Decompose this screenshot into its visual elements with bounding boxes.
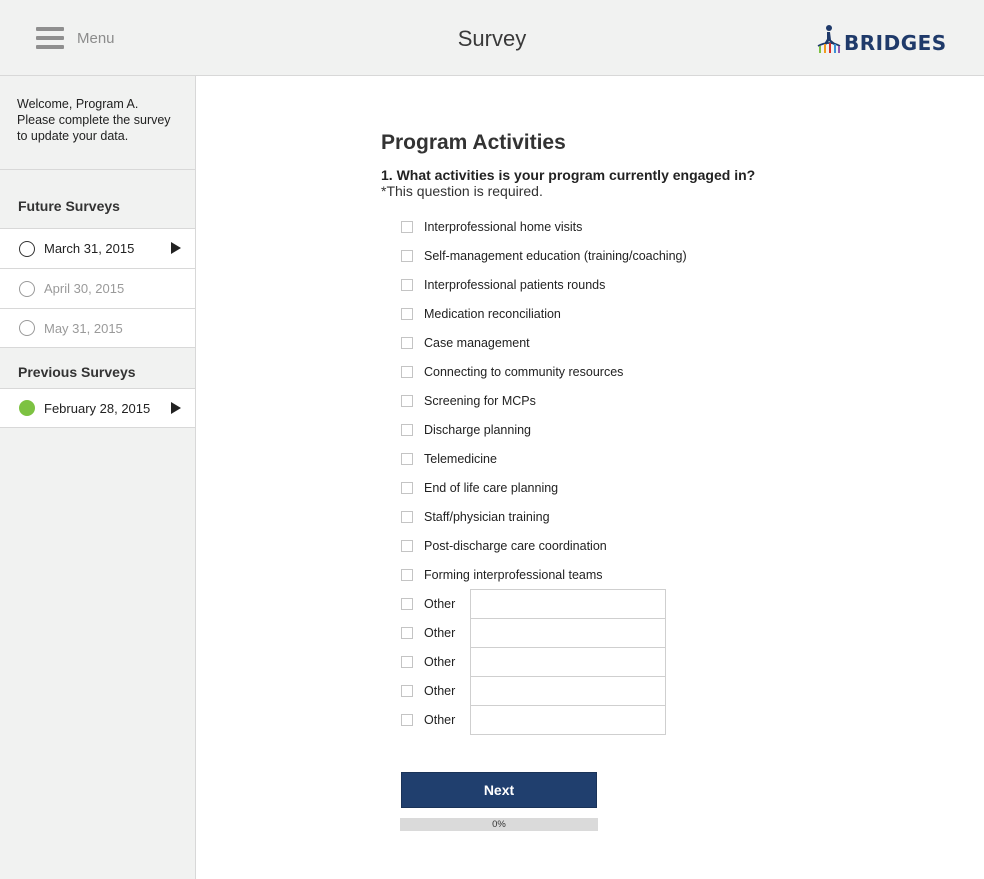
option-item[interactable] <box>401 212 687 241</box>
option-label[interactable]: Other <box>424 625 456 640</box>
survey-date: April 30, 2015 <box>44 281 125 296</box>
checkbox[interactable] <box>401 540 413 552</box>
other-option[interactable] <box>401 676 687 705</box>
other-text-input[interactable] <box>470 618 666 648</box>
option-item[interactable] <box>401 560 687 589</box>
option-item[interactable] <box>401 241 687 270</box>
option-item[interactable] <box>401 531 687 560</box>
checkbox[interactable] <box>401 337 413 349</box>
checkbox[interactable] <box>401 656 413 668</box>
checkbox[interactable] <box>401 250 413 262</box>
bridges-logo <box>816 24 947 54</box>
option-label[interactable]: Telemedicine <box>424 451 497 466</box>
menu-label[interactable]: Menu <box>77 29 115 47</box>
required-note: *This question is required. <box>381 183 543 199</box>
top-bar <box>0 0 984 76</box>
option-label[interactable]: Post-discharge care coordination <box>424 538 607 553</box>
page-title: Survey <box>457 26 527 51</box>
option-label[interactable]: Interprofessional patients rounds <box>424 277 606 292</box>
option-label[interactable]: Other <box>424 683 456 698</box>
option-label[interactable]: Other <box>424 654 456 669</box>
section-heading: Program Activities <box>381 131 566 154</box>
option-label[interactable]: Other <box>424 596 456 611</box>
option-item[interactable] <box>401 270 687 299</box>
survey-date: March 31, 2015 <box>44 241 135 256</box>
option-item[interactable] <box>401 502 687 531</box>
bridges-logo-icon <box>816 24 842 54</box>
checkbox[interactable] <box>401 453 413 465</box>
checkbox[interactable] <box>401 221 413 233</box>
option-label[interactable]: Other <box>424 712 456 727</box>
question-text: 1. What activities is your program currently engaged in? <box>381 167 756 183</box>
option-item[interactable] <box>401 386 687 415</box>
survey-content <box>381 131 941 199</box>
other-text-input[interactable] <box>470 676 666 706</box>
previous-surveys-list <box>0 388 195 428</box>
activity-options <box>401 212 687 734</box>
checkbox[interactable] <box>401 395 413 407</box>
survey-item-april-30 <box>0 268 195 308</box>
future-surveys-list <box>0 228 195 348</box>
other-option[interactable] <box>401 705 687 734</box>
other-text-input[interactable] <box>470 589 666 619</box>
survey-item-february-28[interactable] <box>0 388 195 428</box>
checkbox[interactable] <box>401 627 413 639</box>
other-text-input[interactable] <box>470 647 666 677</box>
welcome-message: Welcome, Program A. Please complete the survey to update your data. <box>0 76 195 170</box>
next-button[interactable]: Next <box>401 772 597 808</box>
checkbox[interactable] <box>401 714 413 726</box>
other-option[interactable] <box>401 618 687 647</box>
option-label[interactable]: Connecting to community resources <box>424 364 624 379</box>
option-label[interactable]: Discharge planning <box>424 422 532 437</box>
option-label[interactable]: Screening for MCPs <box>424 393 536 408</box>
play-arrow-icon[interactable] <box>171 402 181 414</box>
checkbox[interactable] <box>401 279 413 291</box>
option-item[interactable] <box>401 444 687 473</box>
option-label[interactable]: Medication reconciliation <box>424 306 561 321</box>
previous-surveys-heading: Previous Surveys <box>18 364 136 380</box>
option-label[interactable]: Staff/physician training <box>424 509 550 524</box>
radio-icon <box>19 281 35 297</box>
option-item[interactable] <box>401 415 687 444</box>
radio-icon <box>19 241 35 257</box>
checkbox[interactable] <box>401 424 413 436</box>
checkbox[interactable] <box>401 511 413 523</box>
survey-item-march-31[interactable] <box>0 228 195 268</box>
other-option[interactable] <box>401 647 687 676</box>
checkbox[interactable] <box>401 366 413 378</box>
other-text-input[interactable] <box>470 705 666 735</box>
sidebar <box>0 76 196 879</box>
other-option[interactable] <box>401 589 687 618</box>
option-item[interactable] <box>401 473 687 502</box>
progress-label: 0% <box>492 819 506 830</box>
checkbox[interactable] <box>401 685 413 697</box>
option-label[interactable]: Self-management education (training/coaching) <box>424 248 687 263</box>
checkbox[interactable] <box>401 598 413 610</box>
completed-dot-icon <box>19 400 35 416</box>
option-item[interactable] <box>401 328 687 357</box>
checkbox[interactable] <box>401 569 413 581</box>
option-label[interactable]: Forming interprofessional teams <box>424 567 603 582</box>
survey-date: May 31, 2015 <box>44 320 123 336</box>
option-item[interactable] <box>401 357 687 386</box>
survey-item-may-31 <box>0 308 195 348</box>
checkbox[interactable] <box>401 308 413 320</box>
radio-icon <box>19 320 35 336</box>
option-label[interactable]: Case management <box>424 335 530 350</box>
option-label[interactable]: End of life care planning <box>424 480 559 495</box>
future-surveys-heading: Future Surveys <box>18 198 120 214</box>
option-label[interactable]: Interprofessional home visits <box>424 219 583 234</box>
logo-text: BRIDGES <box>844 31 947 55</box>
option-item[interactable] <box>401 299 687 328</box>
checkbox[interactable] <box>401 482 413 494</box>
progress-bar <box>400 818 598 831</box>
survey-date: February 28, 2015 <box>44 400 151 416</box>
play-arrow-icon[interactable] <box>171 242 181 254</box>
